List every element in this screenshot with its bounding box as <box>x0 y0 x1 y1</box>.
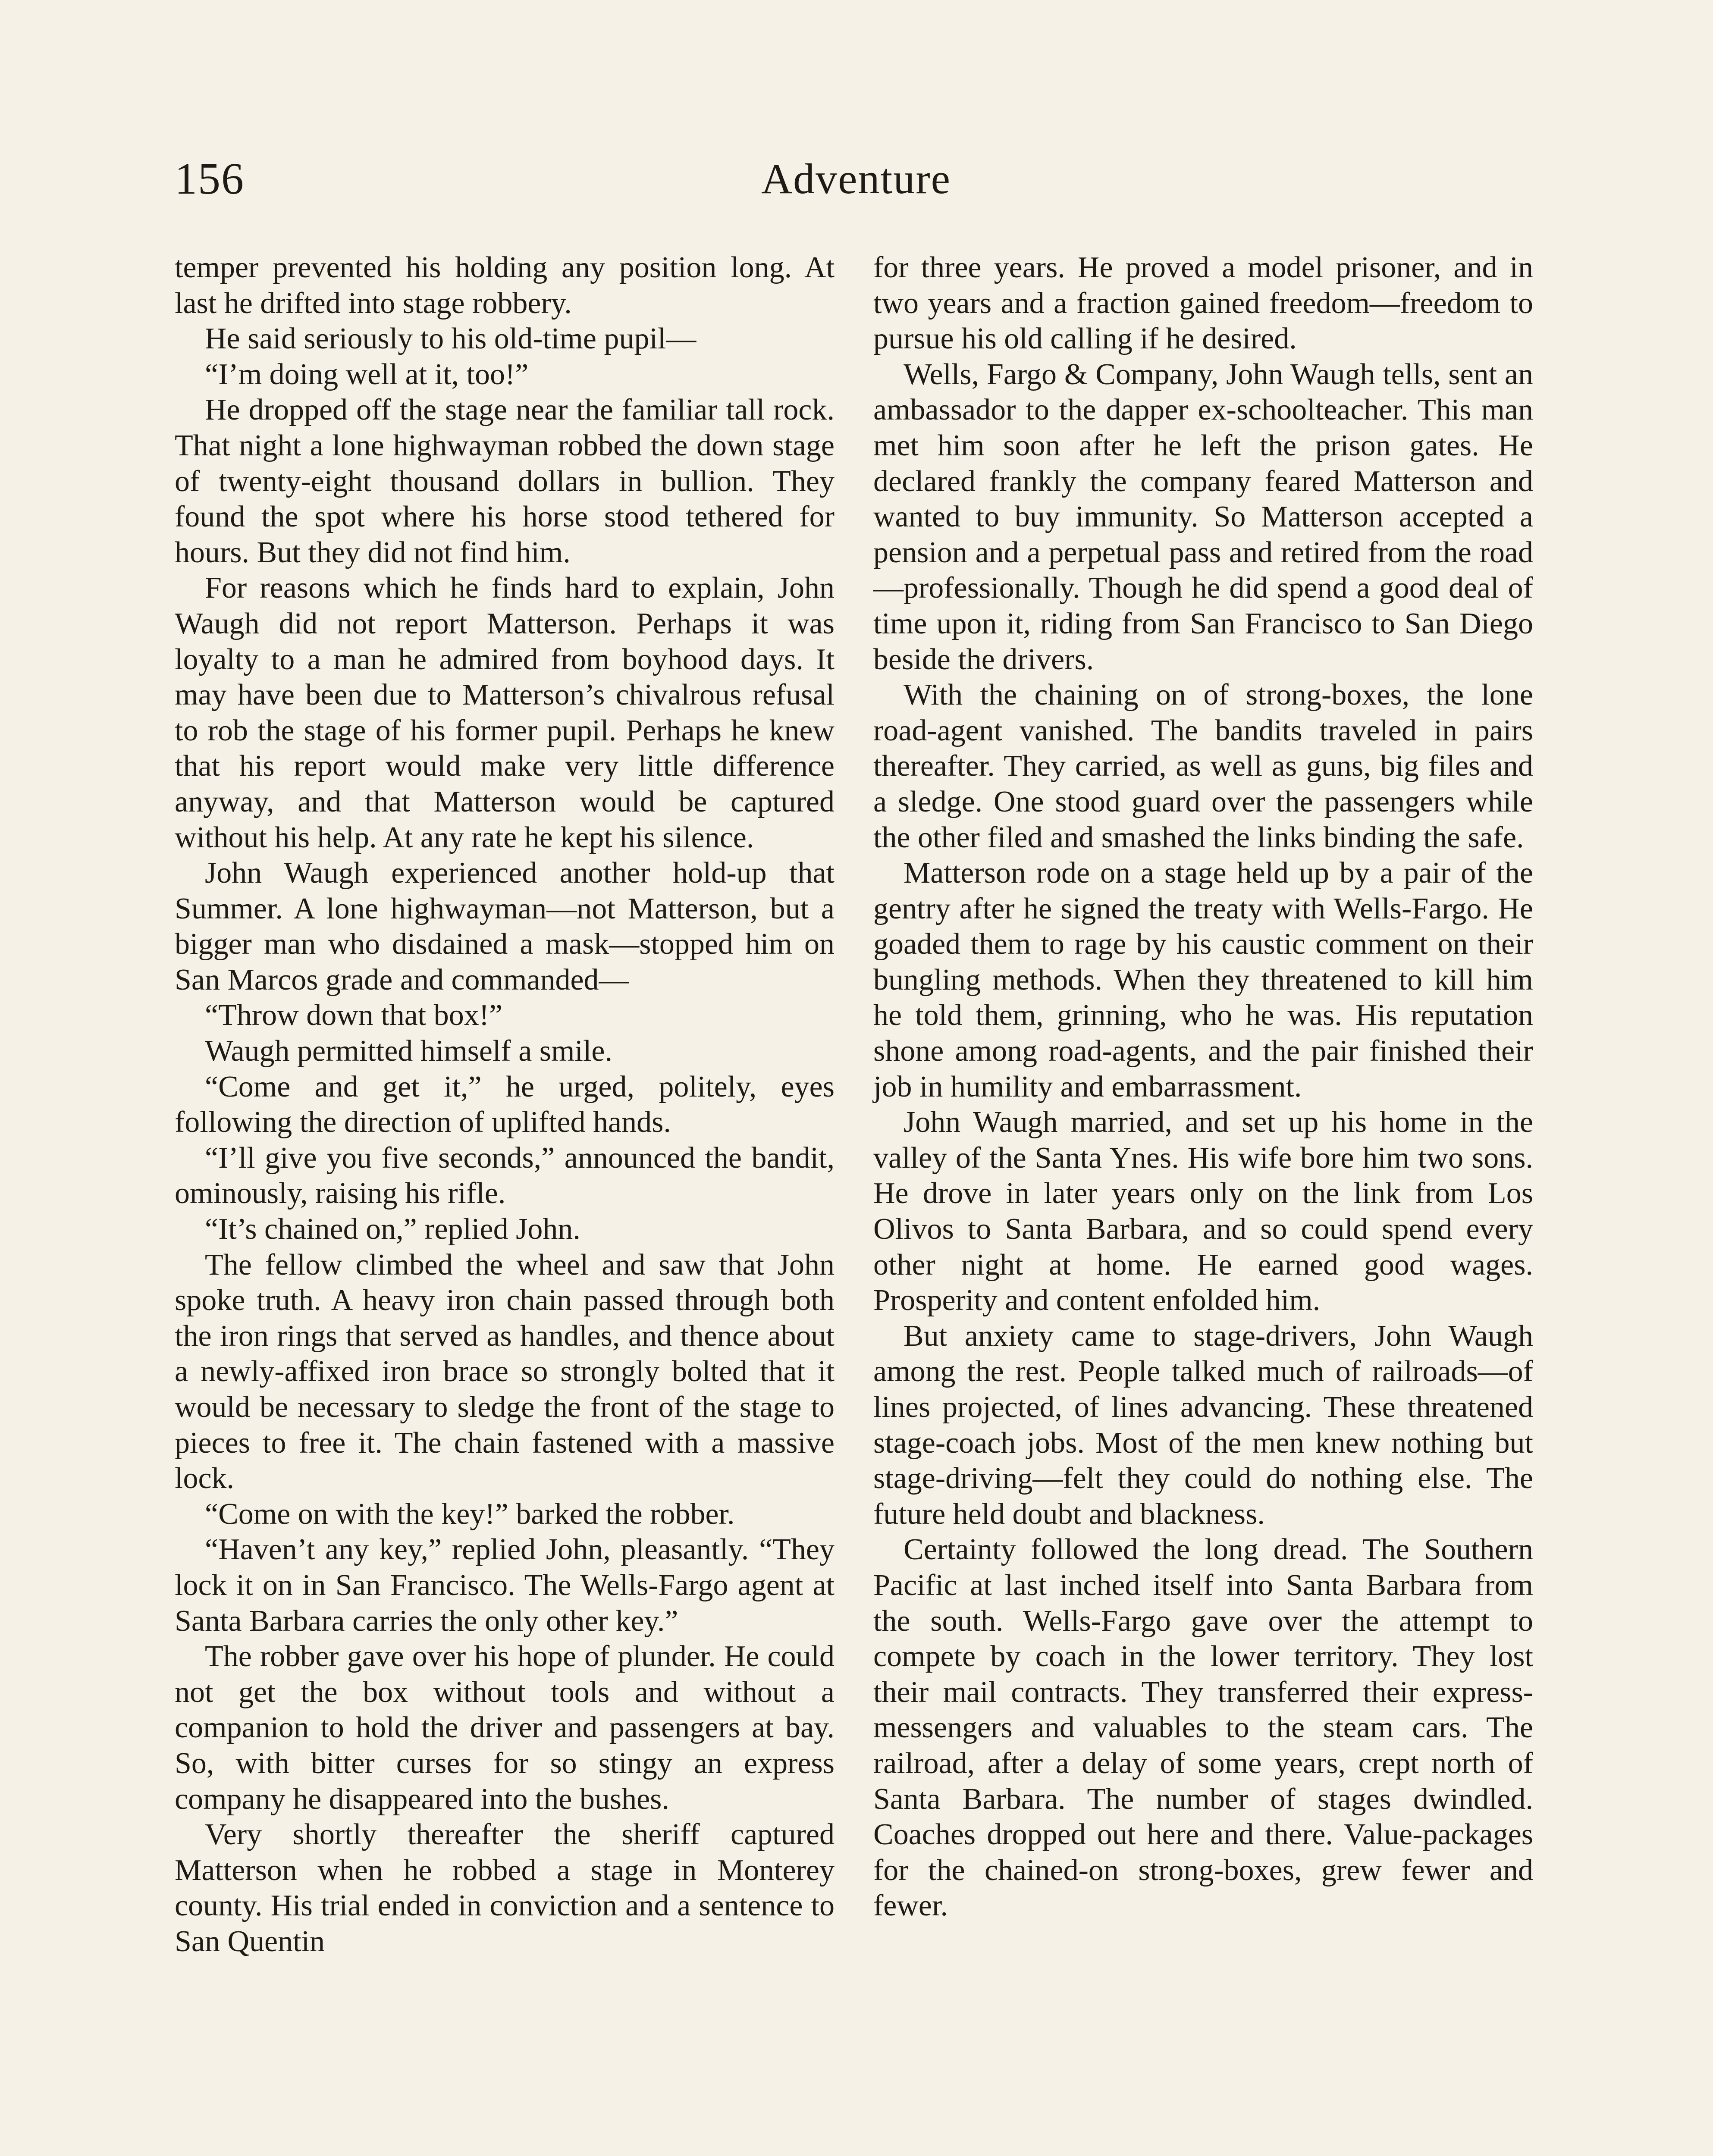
paragraph: “It’s chained on,” replied John. <box>205 1213 580 1246</box>
paragraph: temper prevented his holding any position long. At last he drifted into stage robbery. <box>175 251 835 320</box>
paragraph: “I’ll give you five seconds,” announced the bandit, ominously, raising his rifle. <box>175 1141 835 1210</box>
running-title: Adventure <box>761 155 951 203</box>
paragraph: Waugh permitted himself a smile. <box>205 1034 612 1068</box>
paragraph: Very shortly thereafter the sheriff captured Matterson when he robbed a stage in Monterey county. His trial ended in conviction and a sentence to San Quentin <box>175 1818 835 1958</box>
paragraph: The fellow climbed the wheel and saw that John spoke truth. A heavy iron chain passed through both the iron rings that served as handles, and thence about a newly-affixed iron brace so strongly bolted that it would be necessary to sledge the front of the stage to pieces to free it. The chain fastened with a massive lock. <box>175 1248 835 1495</box>
paragraph: for three years. He proved a model prisoner, and in two years and a fraction gained freedom—freedom to pursue his old calling if he desired. <box>873 251 1533 356</box>
page-number: 156 <box>175 154 245 204</box>
paragraph: He dropped off the stage near the familiar tall rock. That night a lone highwayman robbed the down stage of twenty-eight thousand dollars in bullion. They found the spot where his horse stood tethered for hours. But they did not find him. <box>175 393 835 569</box>
left-column <box>175 250 835 1960</box>
paragraph: Certainty followed the long dread. The Southern Pacific at last inched itself into Santa Barbara from the south. Wells-Fargo gave over the attempt to compete by coach in the lower territory. They lost their mail contracts. They transferred their express-messengers and valuables to the steam cars. The railroad, after a delay of some years, crept north of Santa Barbara. The number of stages dwindled. Coaches dropped out here and there. Value-packages for the chained-on strong-boxes, grew fewer and fewer. <box>873 1533 1533 1923</box>
paragraph: The robber gave over his hope of plunder. He could not get the box without tools and without a companion to hold the driver and passengers at bay. So, with bitter curses for so stingy an express company he disappeared into the bushes. <box>175 1640 835 1816</box>
paragraph: He said seriously to his old-time pupil— <box>205 322 696 356</box>
paragraph: “I’m doing well at it, too!” <box>205 357 529 391</box>
paragraph: Wells, Fargo & Company, John Waugh tells, sent an ambassador to the dapper ex-schoolteacher. This man met him soon after he left the prison gates. He declared frankly the company feared Matterson and wanted to buy immunity. So Matterson accepted a pension and a perpetual pass and retired from the road—professionally. Though he did spend a good deal of time upon it, riding from San Francisco to San Diego beside the drivers. <box>873 357 1533 676</box>
paragraph: Matterson rode on a stage held up by a pair of the gentry after he signed the treaty with Wells-Fargo. He goaded them to rage by his caustic comment on their bungling methods. When they threatened to kill him he told them, grinning, who he was. His reputation shone among road-agents, and the pair finished their job in humility and embarrassment. <box>873 856 1533 1103</box>
page-header <box>175 151 1537 224</box>
paragraph: But anxiety came to stage-drivers, John Waugh among the rest. People talked much of railroads—of lines projected, of lines advancing. These threatened stage-coach jobs. Most of the men knew nothing but stage-driving—felt they could do nothing else. The future held doubt and blackness. <box>873 1319 1533 1531</box>
paragraph: “Come on with the key!” barked the robber. <box>205 1497 735 1531</box>
paragraph: John Waugh married, and set up his home in the valley of the Santa Ynes. His wife bore him two sons. He drove in later years only on the link from Los Olivos to Santa Barbara, and so could spend every other night at home. He earned good wages. Prosperity and content enfolded him. <box>873 1106 1533 1317</box>
paragraph: John Waugh experienced another hold-up that Summer. A lone highwayman—not Matterson, but a bigger man who disdained a mask—stopped him on San Marcos grade and commanded— <box>175 856 835 997</box>
right-column <box>873 250 1533 1924</box>
paragraph: “Come and get it,” he urged, politely, eyes following the direction of uplifted hands. <box>175 1070 835 1139</box>
paragraph: For reasons which he finds hard to explain, John Waugh did not report Matterson. Perhaps it was loyalty to a man he admired from boyhood days. It may have been due to Matterson’s chivalrous refusal to rob the stage of his former pupil. Perhaps he knew that his report would make very little difference anyway, and that Matterson would be captured without his help. At any rate he kept his silence. <box>175 571 835 854</box>
paragraph: With the chaining on of strong-boxes, the lone road-agent vanished. The bandits traveled in pairs thereafter. They carried, as well as guns, big files and a sledge. One stood guard over the passengers while the other filed and smashed the links binding the safe. <box>873 678 1533 854</box>
paragraph: “Throw down that box!” <box>205 999 503 1032</box>
paragraph: “Haven’t any key,” replied John, pleasantly. “They lock it on in San Francisco. The Wells-Fargo agent at Santa Barbara carries the only other key.” <box>175 1533 835 1638</box>
